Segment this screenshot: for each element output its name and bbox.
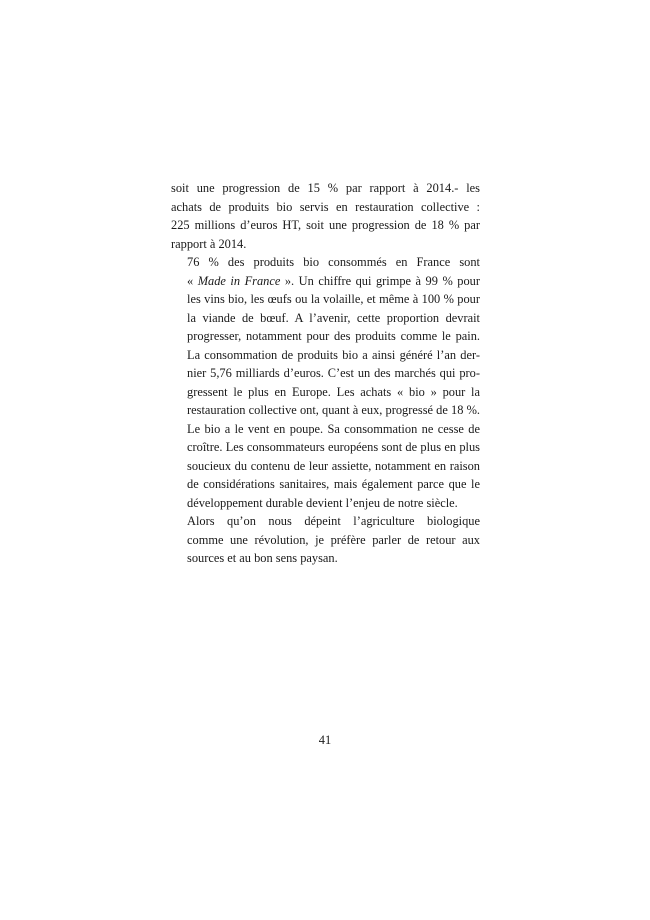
body-text <box>171 179 480 568</box>
text-line: de considérations sanitaires, mais également parce que le <box>187 477 480 491</box>
text-line: rapport à 2014. <box>171 236 247 251</box>
text-line: 76 % des produits bio consommés en France sont <box>187 255 480 269</box>
text-line: développement durable devient l’enjeu de notre siècle. <box>187 495 458 510</box>
text-line: 225 millions d’euros HT, soit une progression de 18 % par <box>171 218 480 232</box>
text-line: progresser, notamment pour des produits comme le pain. <box>187 329 480 343</box>
text-line: La consommation de produits bio a ainsi généré l’an der- <box>187 347 480 362</box>
text-line: comme une révolution, je préfère parler de retour aux <box>187 532 480 547</box>
text-line: achats de produits bio servis en restauration collective : <box>171 199 480 214</box>
text-line: Alors qu’on nous dépeint l’agriculture biologique <box>187 514 480 528</box>
text-line: soit une progression de 15 % par rapport à 2014.- les <box>171 181 480 195</box>
text-line-italic-title: « Made in France ». Un chiffre qui grimpe à 99 % pour <box>187 273 480 288</box>
paragraph-2 <box>171 253 480 512</box>
paragraph-1 <box>171 179 480 253</box>
page-number: 41 <box>318 733 332 747</box>
paragraph-3 <box>171 512 480 568</box>
italic-title: Made in France <box>197 273 281 288</box>
text-line: nier 5,76 milliards d’euros. C’est un des marchés qui pro- <box>187 366 480 380</box>
text-line: soucieux du contenu de leur assiette, notamment en raison <box>187 458 480 473</box>
text-line: restauration collective ont, quant à eux, progressé de 18 %. <box>187 403 480 417</box>
text-line: Le bio a le vent en poupe. Sa consommation ne cesse de <box>187 421 480 436</box>
text-line: sources et au bon sens paysan. <box>187 551 338 565</box>
text-line: la viande de bœuf. A l’avenir, cette proportion devrait <box>187 310 480 325</box>
text-line: les vins bio, les œufs ou la volaille, et même à 100 % pour <box>187 292 480 306</box>
text-line: gressent le plus en Europe. Les achats « bio » pour la <box>187 384 480 399</box>
text-line: croître. Les consommateurs européens sont de plus en plus <box>187 440 480 454</box>
